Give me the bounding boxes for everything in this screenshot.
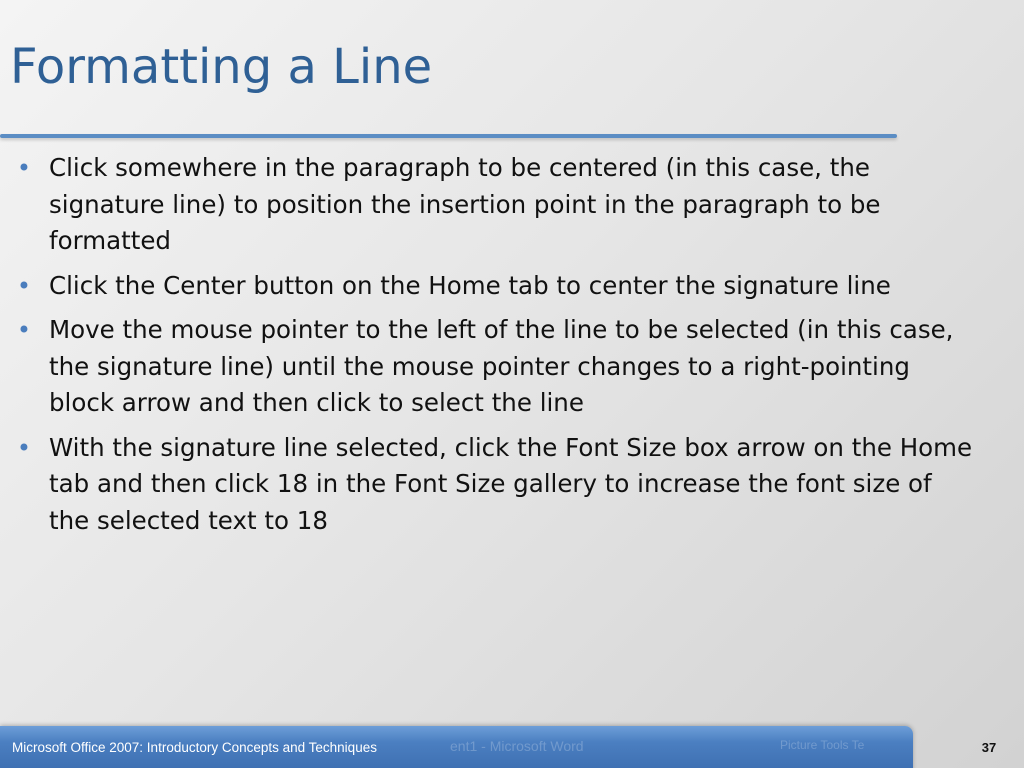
footer-bar — [0, 726, 913, 768]
bullet-item — [14, 312, 974, 422]
bullet-text: Click the Center button on the Home tab to center the signature line — [49, 270, 891, 300]
bullet-item — [14, 268, 974, 305]
bullet-text: Click somewhere in the paragraph to be centered (in this case, the signature line) to position the insertion point in the paragraph to be formatted — [49, 153, 881, 255]
bullet-icon: • — [16, 316, 32, 344]
bullet-text: Move the mouse pointer to the left of the line to be selected (in this case, the signature line) until the mouse pointer changes to a right-pointing block arrow and then click to select the line — [49, 315, 954, 417]
bullet-icon: • — [16, 271, 32, 300]
footer-background-picture-tools: Picture Tools Te — [780, 738, 865, 752]
page-number: 37 — [981, 740, 997, 755]
bullet-item — [14, 150, 974, 260]
bullet-icon: • — [16, 433, 32, 462]
bullet-icon: • — [16, 154, 32, 182]
title-divider — [0, 134, 897, 138]
bullet-text: With the signature line selected, click the Font Size box arrow on the Home tab and then click 18 in the Font Size gallery to increase the font size of the selected text to 18 — [49, 432, 973, 535]
bullet-list — [14, 150, 974, 547]
slide-title: Formatting a Line — [10, 39, 433, 95]
footer-background-word-title: ent1 - Microsoft Word — [450, 738, 584, 754]
footer-course-title: Microsoft Office 2007: Introductory Concepts and Techniques — [12, 740, 377, 755]
bullet-item — [14, 430, 974, 540]
